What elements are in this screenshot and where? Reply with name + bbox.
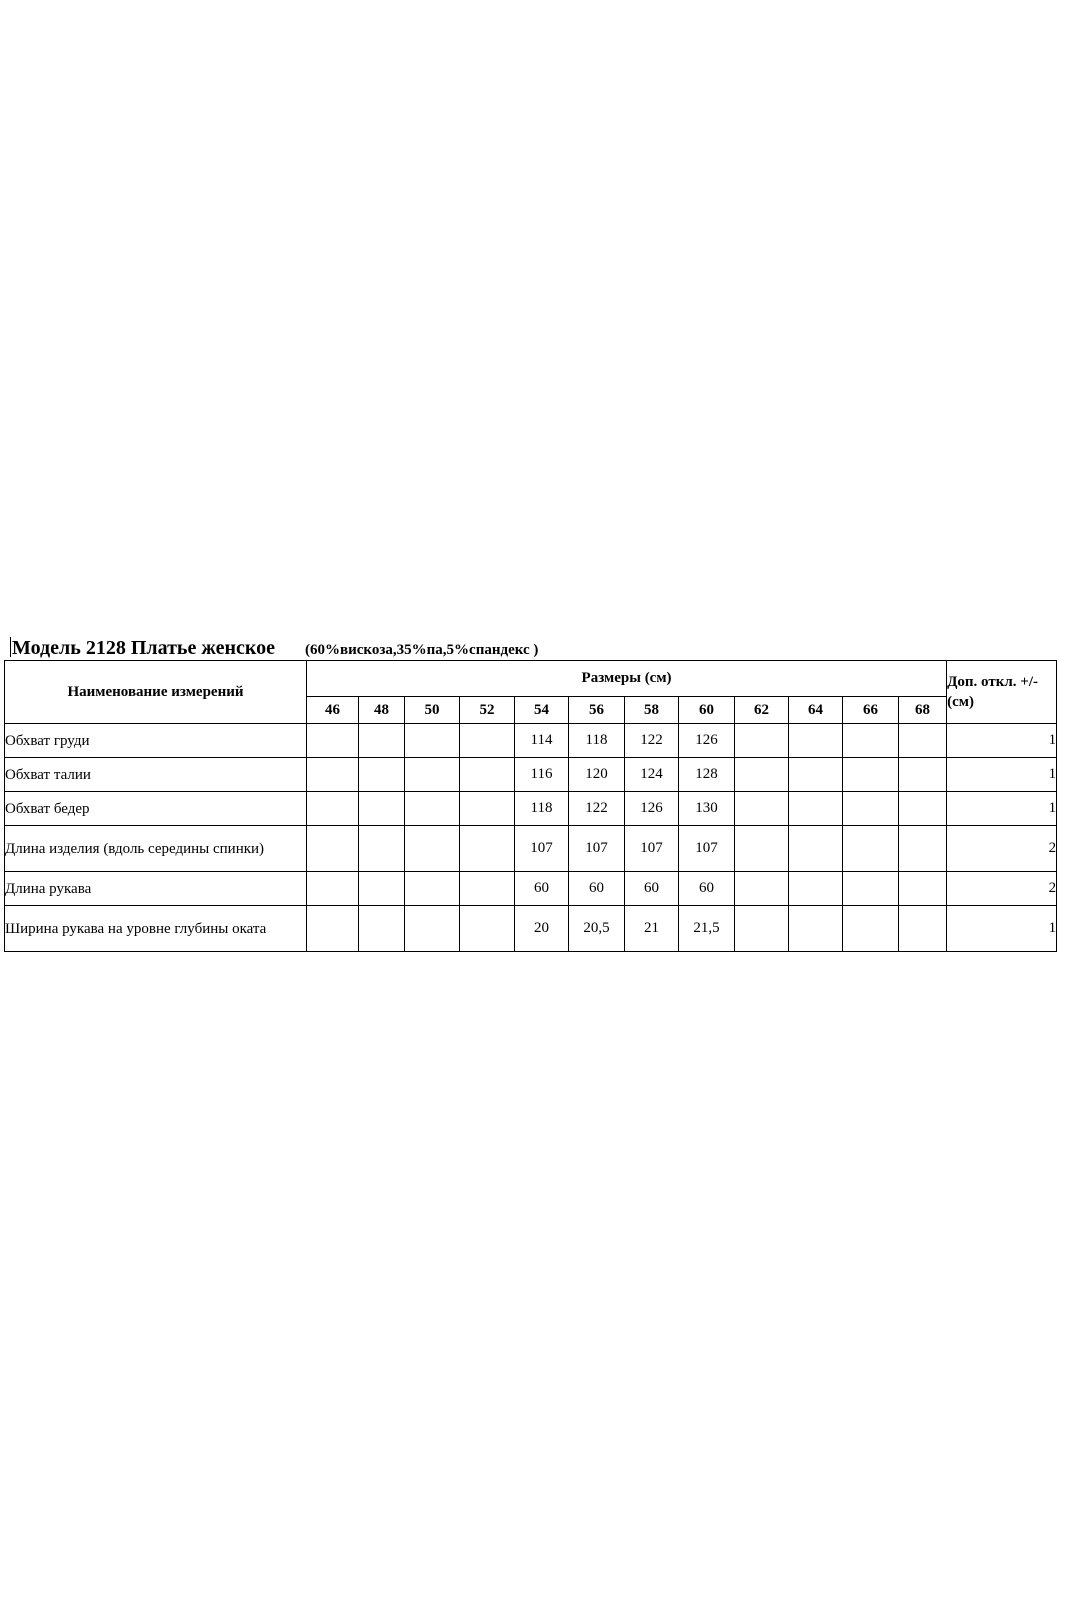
size-64-header: 64 — [789, 697, 843, 724]
measurement-value — [899, 826, 947, 872]
measurement-value: 118 — [515, 792, 569, 826]
material-composition: (60%вискоза,35%па,5%спандекс ) — [305, 642, 539, 658]
measurement-value: 130 — [679, 792, 735, 826]
measurement-value: 116 — [515, 758, 569, 792]
table-row — [5, 826, 1057, 872]
measurement-value — [359, 906, 405, 952]
measurement-value — [843, 724, 899, 758]
measurement-value: 107 — [625, 826, 679, 872]
size-54-header: 54 — [515, 697, 569, 724]
measurement-value — [789, 724, 843, 758]
measurement-name: Длина рукава — [5, 872, 307, 906]
table-row — [5, 724, 1057, 758]
measurement-value: 21 — [625, 906, 679, 952]
measurement-name-header: Наименование измерений — [5, 661, 307, 724]
table-row — [5, 792, 1057, 826]
measurement-value — [307, 906, 359, 952]
measurement-value — [843, 826, 899, 872]
measurement-value — [359, 724, 405, 758]
sizes-header: Размеры (см) — [307, 661, 947, 697]
table-body — [5, 724, 1057, 952]
measurement-value — [359, 758, 405, 792]
measurement-value — [460, 826, 515, 872]
deviation-value: 1 — [947, 906, 1057, 952]
measurement-value: 107 — [679, 826, 735, 872]
measurement-value — [460, 792, 515, 826]
measurement-value — [843, 758, 899, 792]
measurement-value — [405, 758, 460, 792]
measurement-value: 60 — [515, 872, 569, 906]
size-62-header: 62 — [735, 697, 789, 724]
measurement-value — [899, 792, 947, 826]
measurement-name: Ширина рукава на уровне глубины оката — [5, 906, 307, 952]
table-row — [5, 906, 1057, 952]
measurement-value — [460, 872, 515, 906]
measurement-value: 118 — [569, 724, 625, 758]
measurement-value: 20 — [515, 906, 569, 952]
measurement-value — [405, 826, 460, 872]
measurement-value: 60 — [679, 872, 735, 906]
measurement-value — [843, 906, 899, 952]
measurement-name: Обхват бедер — [5, 792, 307, 826]
deviation-value: 1 — [947, 792, 1057, 826]
measurement-value — [735, 872, 789, 906]
measurement-value — [789, 826, 843, 872]
measurement-value — [735, 906, 789, 952]
measurement-value: 128 — [679, 758, 735, 792]
size-66-header: 66 — [843, 697, 899, 724]
measurement-value: 107 — [569, 826, 625, 872]
measurement-value: 126 — [625, 792, 679, 826]
table-header-row — [5, 661, 1057, 697]
measurement-value: 114 — [515, 724, 569, 758]
measurement-value — [789, 872, 843, 906]
deviation-value: 1 — [947, 724, 1057, 758]
measurement-value: 124 — [625, 758, 679, 792]
measurement-value — [460, 758, 515, 792]
size-56-header: 56 — [569, 697, 625, 724]
deviation-value: 1 — [947, 758, 1057, 792]
table-row — [5, 872, 1057, 906]
model-title: Модель 2128 Платье женское — [12, 637, 276, 659]
size-58-header: 58 — [625, 697, 679, 724]
measurement-value — [899, 758, 947, 792]
measurement-value — [789, 906, 843, 952]
measurement-value — [460, 906, 515, 952]
measurement-value — [405, 792, 460, 826]
document-heading — [10, 636, 538, 660]
measurement-value — [899, 872, 947, 906]
size-68-header: 68 — [899, 697, 947, 724]
measurement-value — [460, 724, 515, 758]
measurement-value — [307, 724, 359, 758]
size-table — [4, 660, 1057, 952]
deviation-value: 2 — [947, 872, 1057, 906]
measurement-value — [843, 872, 899, 906]
measurement-value — [307, 826, 359, 872]
measurement-value — [899, 724, 947, 758]
deviation-header: Доп. откл. +/- (см) — [947, 661, 1057, 724]
measurement-value — [405, 724, 460, 758]
measurement-value — [307, 872, 359, 906]
size-48-header: 48 — [359, 697, 405, 724]
measurement-value: 122 — [625, 724, 679, 758]
measurement-value: 21,5 — [679, 906, 735, 952]
measurement-value — [735, 792, 789, 826]
measurement-value — [789, 792, 843, 826]
measurement-value — [843, 792, 899, 826]
measurement-value: 126 — [679, 724, 735, 758]
measurement-value — [359, 872, 405, 906]
size-52-header: 52 — [460, 697, 515, 724]
text-cursor — [10, 637, 11, 657]
measurement-value: 60 — [569, 872, 625, 906]
size-50-header: 50 — [405, 697, 460, 724]
measurement-value: 120 — [569, 758, 625, 792]
measurement-value — [307, 758, 359, 792]
measurement-value — [735, 758, 789, 792]
measurement-value: 60 — [625, 872, 679, 906]
size-46-header: 46 — [307, 697, 359, 724]
measurement-value — [359, 792, 405, 826]
measurement-value — [789, 758, 843, 792]
measurement-value — [359, 826, 405, 872]
measurement-value — [735, 724, 789, 758]
measurement-name: Обхват груди — [5, 724, 307, 758]
measurement-name: Обхват талии — [5, 758, 307, 792]
measurement-value — [899, 906, 947, 952]
measurement-value: 122 — [569, 792, 625, 826]
measurement-value: 107 — [515, 826, 569, 872]
table-row — [5, 758, 1057, 792]
measurement-value — [405, 906, 460, 952]
measurement-value — [307, 792, 359, 826]
measurement-value — [735, 826, 789, 872]
deviation-value: 2 — [947, 826, 1057, 872]
measurement-name: Длина изделия (вдоль середины спинки) — [5, 826, 307, 872]
measurement-value: 20,5 — [569, 906, 625, 952]
size-60-header: 60 — [679, 697, 735, 724]
measurement-value — [405, 872, 460, 906]
